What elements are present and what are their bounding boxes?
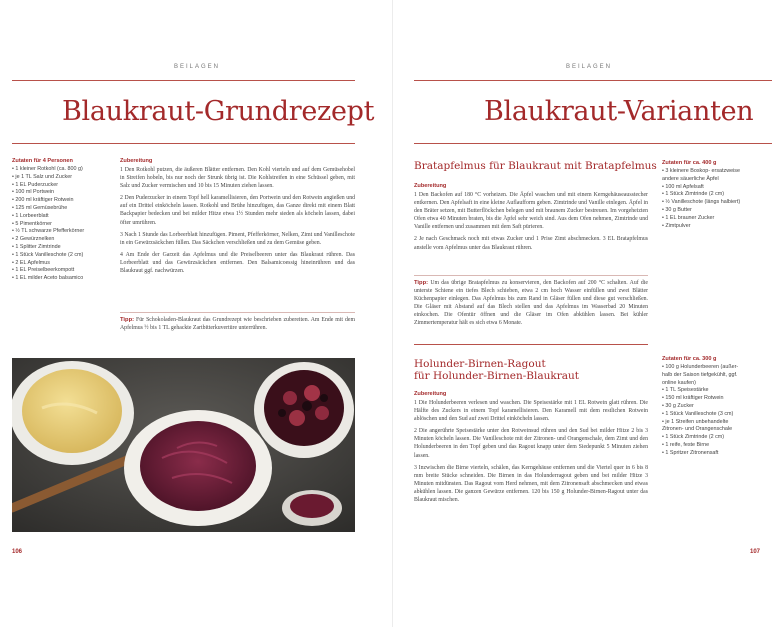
ingredient-item: • 1 Stück Zimtrinde (2 cm) <box>662 434 725 441</box>
header-rule <box>12 80 355 81</box>
prep-step: 3 Nach 1 Stunde das Lorbeerblatt hinzufügen. Piment, Pfefferkörner, Nelken, Zimt und Vanilleschote in ein Gewürzsäckchen füllen. Das Säckchen verschließen und zu dem Gemüse geben. <box>120 231 355 246</box>
tip-text: Um das übrige Bratapfelmus zu konservieren, den Backofen auf 200 °C schalten. Auf die unterste Schiene ein tiefes Blech schieben, etwa 2 cm hoch Wasser einfüllen und zwei Blätter Küchenpapier einlegen. Das Apfelmus bis zum Rand in Gläser füllen und diese gut verschließen. Die Gläser mit Abstand auf das Blech stellen und das Apfelmus im Wasserbad 20 Minuten einkochen. Die Ofentür öffnen und die Gläser im Ofen abkühlen lassen. Bei kühler Zimmertemperatur hält es sich etwa 6 Monate. <box>414 280 648 327</box>
running-head: BEILAGEN <box>174 64 221 70</box>
ingredient-item: • 1 Lorbeerblatt <box>12 212 49 219</box>
ingredients-list <box>12 166 112 283</box>
ingredient-item: Zitronen- und Orangenschale <box>662 426 733 433</box>
ingredient-item: • 1 Splitter Zimtrinde <box>12 243 61 250</box>
tip-label: Tipp: <box>414 280 429 286</box>
prep-heading: Zubereitung <box>414 391 447 397</box>
prep-step: 2 Je nach Geschmack noch mit etwas Zucker und 1 Prise Zimt abschmecken. 3 EL Bratapfelmus anstelle vom Apfelmus unter das Blaukraut rühren. <box>414 236 648 251</box>
title-rule <box>12 143 355 144</box>
ingredient-item: • 1 EL Preiselbeerkompott <box>12 267 75 274</box>
ingredients-heading: Zutaten für ca. 300 g <box>662 356 717 362</box>
ingredient-item: • 1 EL Puderzucker <box>12 181 59 188</box>
ingredient-item: • 2 Gewürznelken <box>12 236 55 243</box>
prep-step: 1 Den Rotkohl putzen, die äußeren Blätter entfernen. Den Kohl vierteln und auf dem Gemüsehobel in Streifen hobeln, bis nur noch der Strunk übrig ist. Die Kohlstreifen in eine Schüssel geben, mit Salz und Zucker vermischen und 10 bis 15 Minuten ziehen lassen. <box>120 167 355 190</box>
ingredient-item: • 1 EL brauner Zucker <box>662 214 715 221</box>
ingredient-item: • 3 kleinere Boskop- ersatzweise <box>662 168 740 174</box>
page-number: 106 <box>12 549 23 555</box>
ingredient-item: • je 1 Streifen unbehandelte <box>662 418 729 425</box>
recipe-title-line2: für Holunder-Birnen-Blaukraut <box>414 370 579 382</box>
ingredient-item: • ½ TL schwarze Pfefferkörner <box>12 228 85 235</box>
ingredient-item: • 1 Stück Vanilleschote (3 cm) <box>662 410 734 417</box>
prep-step: 1 Den Backofen auf 180 °C vorheizen. Die Äpfel waschen und mit einem Kerngehäuseausstecher entkernen. Den Apfelsaft in eine kleine Auflaufform geben. Zimtrinde und Vanille einlegen. Äpfel in den Bräter setzen, mit Butterflöckchen belegen und mit braunem Zucker bestreuen. Im vorgeheizten Ofen etwa 40 Minuten braten, bis die Äpfel sehr weich sind. Aus dem Ofen nehmen, Zimtrinde und Vanille entfernen und zusammen mit dem Saft pürieren. <box>414 192 648 231</box>
ingredient-item: • 1 Spritzer Zitronensaft <box>662 449 719 456</box>
ingredient-item: • 1 Stück Zimtrinde (2 cm) <box>662 191 725 198</box>
ingredient-item: • 125 ml Gemüsebrühe <box>12 204 68 211</box>
ingredient-item: andere säuerliche Äpfel <box>662 175 719 182</box>
ingredient-item: • 1 TL Speisestärke <box>662 387 709 394</box>
running-head: BEILAGEN <box>566 64 613 70</box>
prep-steps <box>120 166 355 275</box>
page-title: Blaukraut-Grundrezept <box>62 96 375 127</box>
prep-step: 1 Die Holunderbeeren verlesen und waschen. Die Speisestärke mit 1 EL Rotwein glatt rühren. Die Hälfte des Zuckers in einem Topf karamellisieren. Den Karamell mit dem restlichen Rotwein ablöschen und den Sud auf zwei Drittel einköcheln lassen. <box>414 400 648 423</box>
ingredient-item: • 100 ml Apfelsaft <box>662 183 704 190</box>
ingredients-list <box>662 364 774 458</box>
prep-step: 2 Den Puderzucker in einem Topf hell karamellisieren, den Portwein und den Rotwein angießen und auf ein Drittel einköcheln lassen. Rotkohl und Brühe hinzufügen, das Ganze direkt mit einem Blatt Backpapier bedecken und bei milder Hitze etwa 1½ Stunden mehr sieden als köcheln lassen, dabei öfter umrühren. <box>120 195 355 226</box>
ingredients-list <box>662 168 774 230</box>
ingredient-item: halb der Saison tiefgekühlt, ggf. <box>662 371 738 378</box>
tip <box>414 279 648 328</box>
ingredient-item: • 30 g Butter <box>662 206 692 213</box>
section-rule <box>414 344 648 345</box>
ingredient-item: • 1 Stück Vanilleschote (2 cm) <box>12 251 84 258</box>
ingredient-item: • Zimtpulver <box>662 222 691 229</box>
header-rule <box>414 80 772 81</box>
ingredient-item: • 1 kleiner Rotkohl (ca. 800 g) <box>12 166 83 172</box>
tip-label: Tipp: <box>120 317 135 323</box>
prep-steps <box>414 191 648 252</box>
ingredient-item: • 200 ml kräftiger Rotwein <box>12 197 74 204</box>
tip <box>120 316 355 332</box>
ingredients-heading: Zutaten für ca. 400 g <box>662 160 717 166</box>
prep-heading: Zubereitung <box>414 183 447 189</box>
recipe-title-line1: Holunder-Birnen-Ragout <box>414 358 546 370</box>
prep-heading: Zubereitung <box>120 158 153 164</box>
prep-steps <box>414 399 648 504</box>
tip-rule <box>414 275 648 276</box>
recipe-title: Bratapfelmus für Blaukraut mit Bratapfelmus <box>414 160 657 172</box>
tip-rule <box>120 312 355 313</box>
tip-text: Für Schokoladen-Blaukraut das Grundrezept wie beschrieben zubereiten. Am Ende mit dem Apfelmus ½ bis 1 TL gehackte Zartbitterkuvertüre unterrühren. <box>120 317 355 332</box>
prep-step: 4 Am Ende der Garzeit das Apfelmus und die Preiselbeeren unter das Blaukraut rühren. Das Lorbeerblatt und das Gewürzsäckchen entfernen. Den Balsamicoessig hineinrühren und das Blaukraut ggf. nachwürzen. <box>120 251 355 275</box>
title-rule <box>414 143 772 144</box>
ingredient-item: • 1 reife, feste Birne <box>662 441 710 448</box>
ingredient-item: • 100 ml Portwein <box>12 189 55 196</box>
book-spine <box>392 0 393 627</box>
ingredient-item: • 5 Pimentkörner <box>12 220 52 227</box>
ingredient-item: • 100 g Holunderbeeren (außer- <box>662 364 739 370</box>
food-photo <box>12 358 355 532</box>
ingredient-item: • 2 EL Apfelmus <box>12 259 50 266</box>
page-title: Blaukraut-Varianten <box>484 96 754 127</box>
prep-step: 3 Inzwischen die Birne vierteln, schälen, das Kerngehäuse entfernen und die Viertel quer in 6 bis 8 mm breite Stücke schneiden. Die Birnen in das Holunderragout geben und bei milder Hitze 3 Minuten mitdünsten. Das Ragout vom Herd nehmen, mit dem Zitronensaft abschmecken und etwas abkühlen lassen. Die ganzen Gewürze entfernen. 120 bis 150 g Holunder-Birnen-Ragout unter das Blaukraut mischen. <box>414 464 648 504</box>
page-number: 107 <box>750 549 761 555</box>
ingredient-item: • ½ Vanilleschote (längs halbiert) <box>662 199 741 206</box>
ingredient-item: • 150 ml kräftiger Rotwein <box>662 395 724 402</box>
ingredient-item: • 1 EL milder Aceto balsamico <box>12 275 84 282</box>
ingredients-heading: Zutaten für 4 Personen <box>12 158 73 164</box>
food-photo-illustration <box>12 358 355 532</box>
ingredient-item: • je 1 TL Salz und Zucker <box>12 173 73 180</box>
prep-step: 2 Die angerührte Speisestärke unter den Rotweinsud rühren und den Sud bei milder Hitze 2 bis 3 Minuten köcheln lassen. Die Vanilleschote mit der Zitronen- und Orangenschale, dem Zimt und den Holunderbeeren in den Topf geben und das Ragout knapp unter dem Siedepunkt 5 Minuten ziehen lassen. <box>414 428 648 459</box>
ingredient-item: online kaufen) <box>662 379 696 386</box>
ingredient-item: • 30 g Zucker <box>662 402 694 409</box>
